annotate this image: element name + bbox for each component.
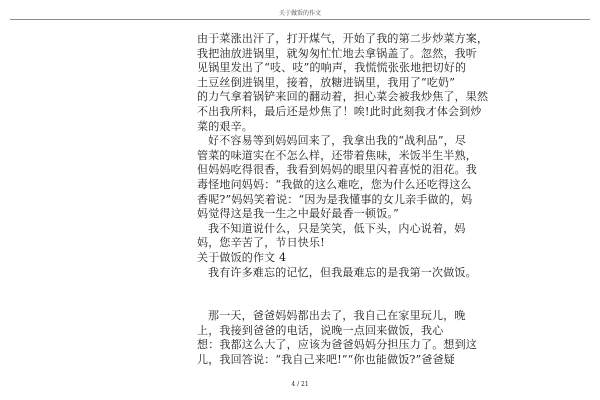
document-body xyxy=(197,32,489,367)
header-divider xyxy=(10,19,590,20)
text-line: 但妈妈吃得很香，我看到妈妈的眼里闪着喜悦的泪花。我 xyxy=(197,163,477,177)
text-line: 菜的艰辛。 xyxy=(197,119,253,133)
text-line: 我不知道说什么，只是笑笑，低下头，内心说着，妈 xyxy=(208,221,466,235)
text-line: 想：我都这么大了，应该为爸爸妈妈分担压力了。想到这 xyxy=(197,338,477,352)
text-line: 妈觉得这是我一生之中最好最香一顿饭。” xyxy=(197,207,399,221)
page-header: 关于做饭的作文 xyxy=(278,10,321,17)
text-line: 的力气拿着锅铲来回的翻动着，担心菜会被我炒焦了，果然 xyxy=(197,90,489,104)
text-line: 好不容易等到妈妈回来了，我拿出我的“战利品”，尽 xyxy=(208,134,467,148)
paragraph-gap xyxy=(197,280,405,309)
text-line: 上，我接到爸爸的电话，说晚一点回来做饭，我心 xyxy=(197,323,444,337)
text-line: 儿，我回答说：“我自己来吧!”“你也能做饭?”爸爸疑 xyxy=(197,352,456,366)
text-line: 不出我所料，最后还是炒焦了！唉!此时此刻我才体会到炒 xyxy=(197,104,482,118)
text-line: 由于菜涨出汗了，打开煤气，开始了我的第二步炒菜方案， xyxy=(197,32,489,45)
text-line: 香呢?”妈妈笑着说：“因为是我懂事的女儿亲手做的，妈 xyxy=(197,192,473,206)
page-number: 4 / 21 xyxy=(291,381,309,388)
section-heading: 关于做饭的作文 4 xyxy=(197,250,287,264)
text-line: 见锅里发出了“吱、吱”的响声，我慌慌张张地把切好的 xyxy=(197,61,467,75)
text-line: 妈，您辛苦了，节日快乐! xyxy=(197,236,325,250)
text-line: 那一天，爸爸妈妈都出去了，我自己在家里玩儿，晚 xyxy=(208,309,466,323)
text-line: 我把油放进锅里，就匆匆忙忙地去拿锅盖了。忽然，我听 xyxy=(197,46,477,60)
text-line: 毒怪地问妈妈：“我做的这么难吃，您为什么还吃得这么 xyxy=(197,177,472,191)
text-line: 土豆丝倒进锅里，接着，放糖进锅里，我用了“吃奶” xyxy=(197,75,456,89)
text-line: 管菜的味道实在不怎么样，还带着焦味，米饭半生半熟， xyxy=(197,148,477,162)
text-line: 我有许多难忘的记忆，但我最难忘的是我第一次做饭。 xyxy=(208,265,477,279)
